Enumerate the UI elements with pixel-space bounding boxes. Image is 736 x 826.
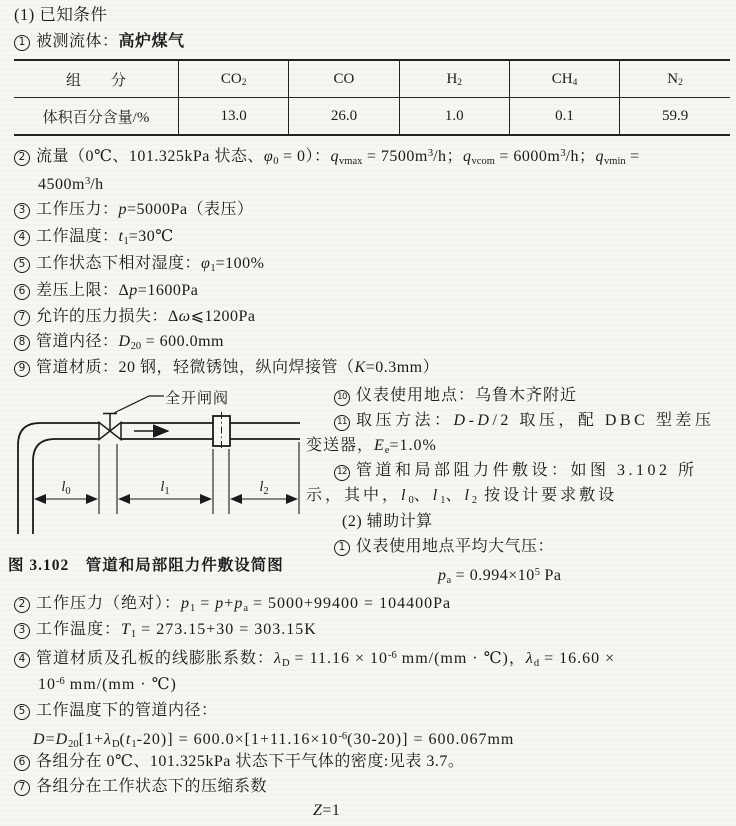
pipe-diagram [2,386,308,546]
item-number-icon: 10 [334,390,350,406]
item-11-text: 取压方法：D-D/2 取压，配 DBC 型差压 [356,412,715,429]
header-co: CO [289,60,399,98]
item-number-icon: 1 [334,540,350,556]
item-12 [306,461,698,481]
item-measured-fluid [14,32,185,52]
calc-item-7 [14,777,267,797]
dim-label-l0: $l_0$ [61,479,71,497]
calc-item-5 [14,701,218,721]
item-measured-fluid-value: 高炉煤气 [118,33,185,50]
known-item-2 [14,144,640,172]
dimension-extension-lines [99,442,299,514]
item-12-text: 管道和局部阻力件敷设：如图 3.102 所 [356,462,698,479]
row-label: 体积百分含量/% [42,109,150,126]
known-item-8 [14,332,224,357]
table-header-row [14,60,730,98]
item-number-icon: 1 [14,35,30,51]
calc-item-6-text: 各组分在 0℃、101.325kPa 状态下干气体的密度:见表 3.7。 [36,753,465,770]
dim-label-l1: $l_1$ [160,479,170,497]
item-number-icon: 12 [334,465,350,481]
item-number-icon: 3 [14,623,30,639]
value-co2: 13.0 [179,98,289,136]
aux-calc-heading: (2) 辅助计算 [342,513,433,530]
calc-item-2 [14,594,451,619]
item-number-icon: 6 [14,755,30,771]
value-n2: 59.9 [620,98,730,136]
value-ch4: 0.1 [509,98,619,136]
item-10-text: 仪表使用地点：乌鲁木齐附近 [356,387,578,404]
item-number-icon: 7 [14,780,30,796]
known-item-5 [14,254,264,279]
item-10 [306,386,577,406]
header-h2: $H_2$ [399,60,509,98]
known-item-6 [14,281,198,301]
valve-leader-line [114,396,164,413]
diameter-formula: $D=D_{20}[1+\lambda_D(t_1-20)] = 600.0\times[1+11.16\times 10^{-6}(30-20)] = 600.067mm$ [33,731,515,750]
item-number-icon: 5 [14,704,30,720]
item-number-icon: 2 [14,150,30,166]
item-number-icon: 11 [334,415,350,431]
z-formula: Z=1 [313,802,341,819]
header-co2: $CO_2$ [179,60,289,98]
item-number-icon: 3 [14,203,30,219]
known-item-2-text: 流量（0℃、101.325kPa 状态、$\varphi_0 = 0$）：$q_{vmax} = 7500m^3/h$；$q_{vcom} = 6000m^3/h$；$q_{vmin}$ = [36,148,640,167]
item-number-icon: 7 [14,310,30,326]
calc-item-4-text: 管道材质及孔板的线膨胀系数：$\lambda_D = 11.16 \times 10^{-6}$ mm/(mm · ℃)，$\lambda_d = 16.60$ × [36,650,616,669]
item-number-icon: 8 [14,335,30,351]
calc-item-6 [14,752,464,772]
item-number-icon: 4 [14,230,30,246]
known-item-7 [14,307,256,327]
right-column [306,384,736,584]
known-item-9 [14,358,439,378]
item-number-icon: 4 [14,652,30,668]
known-item-8-text: 管道内径：$D_{20} = 600.0mm$ [36,333,224,352]
calc-item-4 [14,646,615,674]
known-item-7-text: 允许的压力损失：Δω⩽1200Pa [36,308,256,325]
gas-composition-table [14,59,730,136]
header-ch4: $CH_4$ [509,60,619,98]
item-number-icon: 2 [14,597,30,613]
item-number-icon: 5 [14,257,30,273]
item-number-icon: 6 [14,284,30,300]
known-item-4-text: 工作温度：$t_1=30℃$ [36,228,174,247]
item-number-icon: 9 [14,361,30,377]
valve-label: 全开闸阀 [165,391,230,407]
pa-formula: $p_a = 0.994\times 10^5$ Pa [438,567,562,586]
header-component: 组 分 [14,60,179,98]
value-h2: 1.0 [399,98,509,136]
known-item-4 [14,227,174,252]
known-item-3-text: 工作压力：p=5000Pa（表压） [36,201,254,218]
section-heading: (1) 已知条件 [14,5,108,24]
item-12-cont: 示，其中，$l_0$、$l_1$、$l_2$ 按设计要求敷设 [306,487,618,506]
aux-item-1 [306,537,554,557]
dim-label-l2: $l_2$ [259,479,269,497]
figure-caption: 图 3.102 管道和局部阻力件敷设简图 [8,557,284,574]
pipe-downstream [230,423,300,439]
value-co: 26.0 [289,98,399,136]
known-item-6-text: 差压上限：Δp=1600Pa [36,282,199,299]
item-11 [306,411,714,431]
calc-item-3 [14,620,317,645]
known-item-3 [14,200,254,220]
calc-item-2-text: 工作压力（绝对）：$p_1 = p+p_a = 5000+99400 = 104400Pa$ [36,595,452,614]
known-item-5-text: 工作状态下相对湿度：$\varphi_1=100\%$ [36,255,265,274]
aux-item-1-text: 仪表使用地点平均大气压： [356,538,555,555]
known-item-2-cont: $4500m^3/h$ [38,176,104,193]
item-measured-fluid-label: 被测流体： [36,33,119,50]
calc-item-5-text: 工作温度下的管道内径： [36,702,218,719]
known-item-9-text: 管道材质：20 钢，轻微锈蚀，纵向焊接管（K=0.3mm） [36,359,440,376]
header-n2: $N_2$ [620,60,730,98]
figure-3-102 [2,386,308,586]
calc-item-3-text: 工作温度：$T_1 = 273.15+30 = 303.15K$ [36,621,317,640]
table-data-row [14,98,730,136]
calc-item-7-text: 各组分在工作状态下的压缩系数 [36,778,268,795]
calc-item-4-cont: $10^{-6}$ mm/(mm · ℃) [38,676,177,693]
item-11-cont: 变送器，$E_e=1.0\%$ [306,437,437,456]
